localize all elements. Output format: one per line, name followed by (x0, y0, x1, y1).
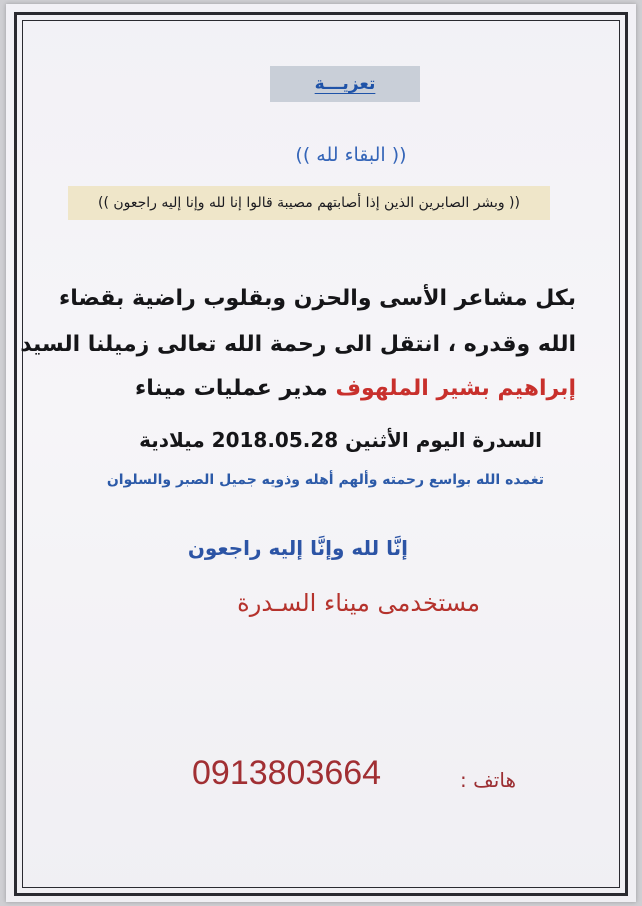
deceased-name: إبراهيم بشير الملهوف (335, 376, 576, 401)
body-line-3 (135, 376, 576, 401)
prayer-line: تغمده الله بواسع رحمته وألهم أهله وذويه جميل الصبر والسلوان (106, 472, 544, 488)
notice-title: تعزيـــة (270, 66, 420, 102)
phone-number: 0913803664 (192, 754, 382, 792)
baqaa-heading: (( البقاء لله )) (295, 144, 407, 166)
body-line-2: الله وقدره ، انتقل الى رحمة الله تعالى زميلنا السيد (20, 332, 576, 357)
condolence-notice (6, 4, 636, 902)
quran-verse: (( وبشر الصابرين الذين إذا أصابتهم مصيبة قالوا إنا لله وإنا إليه راجعون )) (68, 186, 550, 220)
deceased-position: مدير عمليات ميناء (134, 376, 336, 401)
signature: مستخدمى ميناء السـدرة (237, 589, 480, 617)
body-line-1: بكل مشاعر الأسى والحزن وبقلوب راضية بقضاء (59, 286, 576, 311)
closing-phrase: إنَّا لله وإنَّا إليه راجعون (187, 536, 408, 560)
date-line: السدرة اليوم الأثنين 2018.05.28 ميلادية (139, 428, 542, 452)
phone-label: هاتف : (459, 768, 516, 792)
